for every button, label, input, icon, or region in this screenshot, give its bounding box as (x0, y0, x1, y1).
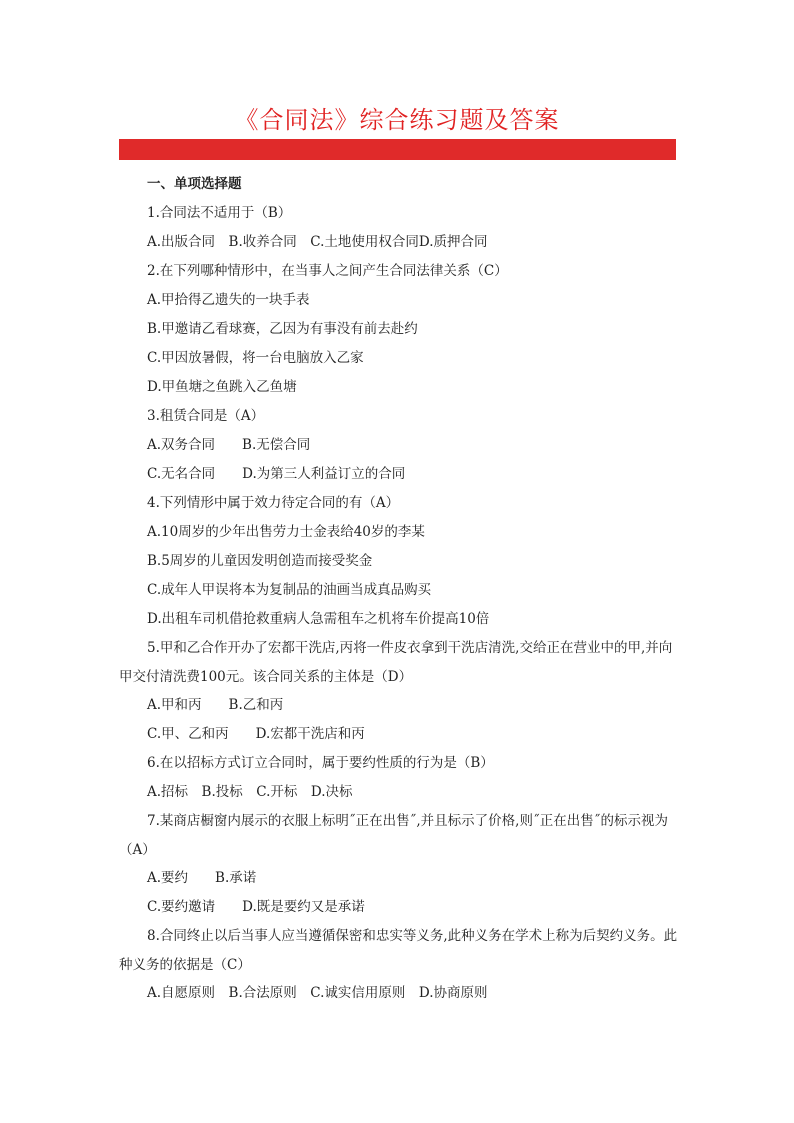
question-5: 5.甲和乙合作开办了宏都干洗店,丙将一件皮衣拿到干洗店清洗,交给正在营业中的甲,并向甲交付清洗费100元。该合同关系的主体是（D） (119, 640, 673, 685)
question-2-option-c: C.甲因放暑假，将一台电脑放入乙家 (147, 350, 364, 366)
question-2: 2.在下列哪种情形中，在当事人之间产生合同法律关系（C） (147, 263, 508, 279)
section-heading: 一、单项选择题 (147, 176, 242, 192)
question-3-options-ab: A.双务合同 B.无偿合同 (147, 437, 311, 453)
question-1: 1.合同法不适用于（B） (147, 205, 292, 221)
question-2-option-d: D.甲鱼塘之鱼跳入乙鱼塘 (147, 379, 297, 395)
question-7-options-cd: C.要约邀请 D.既是要约又是承诺 (147, 899, 365, 915)
question-1-options: A.出版合同 B.收养合同 C.土地使用权合同D.质押合同 (147, 234, 488, 250)
question-8: 8.合同终止以后当事人应当遵循保密和忠实等义务,此种义务在学术上称为后契约义务。此种义务的依据是（C） (119, 928, 678, 973)
question-2-option-b: B.甲邀请乙看球赛，乙因为有事没有前去赴约 (147, 321, 418, 337)
question-4-option-a: A.10周岁的少年出售劳力士金表给40岁的李某 (147, 524, 425, 540)
question-4-option-c: C.成年人甲误将本为复制品的油画当成真品购买 (147, 582, 432, 598)
question-7-options-ab: A.要约 B.承诺 (147, 870, 257, 886)
question-7: 7.某商店橱窗内展示的衣服上标明˝正在出售˝,并且标示了价格,则˝正在出售˝的标示视为（A） (119, 813, 668, 858)
question-4: 4.下列情形中属于效力待定合同的有（A） (147, 495, 400, 511)
question-8-options: A.自愿原则 B.合法原则 C.诚实信用原则 D.协商原则 (147, 985, 488, 1001)
document-body (119, 170, 679, 1008)
title-divider-bar (119, 139, 676, 160)
question-5-options-ab: A.甲和丙 B.乙和丙 (147, 697, 284, 713)
question-3-options-cd: C.无名合同 D.为第三人利益订立的合同 (147, 466, 406, 482)
question-5-options-cd: C.甲、乙和丙 D.宏都干洗店和丙 (147, 726, 365, 742)
question-3: 3.租赁合同是（A） (147, 408, 265, 424)
question-6-options: A.招标 B.投标 C.开标 D.决标 (147, 784, 353, 800)
question-2-option-a: A.甲拾得乙遗失的一块手表 (147, 292, 310, 308)
question-4-option-d: D.出租车司机借抢救重病人急需租车之机将车价提高10倍 (147, 611, 490, 627)
document-title: 《合同法》综合练习题及答案 (234, 106, 560, 134)
question-4-option-b: B.5周岁的儿童因发明创造而接受奖金 (147, 553, 373, 569)
question-6: 6.在以招标方式订立合同时，属于要约性质的行为是（B） (147, 755, 494, 771)
